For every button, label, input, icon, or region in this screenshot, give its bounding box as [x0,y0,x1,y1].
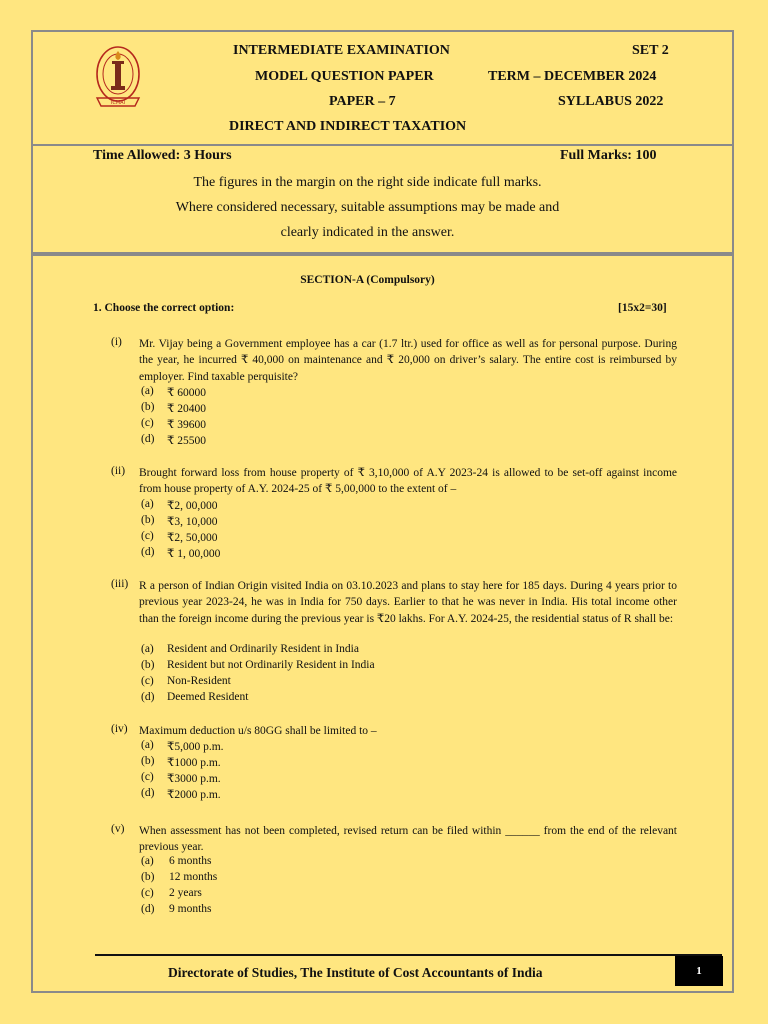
option-text: ₹1000 p.m. [167,757,221,769]
option-label: (c) [141,530,154,542]
option-text: Resident but not Ordinarily Resident in India [167,659,375,671]
option-label: (c) [141,675,154,687]
institute-logo [91,42,145,112]
option-label: (a) [141,498,154,510]
option-label: (a) [141,855,154,867]
option-label: (a) [141,643,154,655]
option-label: (b) [141,871,155,883]
option-text: ₹3, 10,000 [167,516,218,528]
option-label: (d) [141,546,155,558]
option-text: Non-Resident [167,675,231,687]
question-number: (ii) [111,465,126,477]
question-number: (iii) [111,578,129,590]
question-heading: 1. Choose the correct option: [93,302,235,314]
question-number: (i) [111,336,122,348]
page-frame [31,30,734,993]
exam-title: INTERMEDIATE EXAMINATION [233,43,450,58]
syllabus-label: SYLLABUS 2022 [558,94,664,109]
question-text: Mr. Vijay being a Government employee has a car (1.7 ltr.) used for office as well as for personal purpose. During the year, he incurred ₹ 40,000 on maintenance and ₹ 20,000 on driver’s salary. The entire cost is reimbursed by employer. Find taxable perquisite? [139,338,677,383]
question-marks: [15x2=30] [618,302,667,314]
term-label: TERM – DECEMBER 2024 [488,69,657,84]
option-text: Resident and Ordinarily Resident in India [167,643,359,655]
option-text: ₹ 25500 [167,435,206,447]
option-text: 6 months [169,855,212,867]
option-label: (c) [141,771,154,783]
option-text: ₹ 1, 00,000 [167,548,221,560]
question-text: Maximum deduction u/s 80GG shall be limited to – [139,725,377,737]
option-text: ₹2, 00,000 [167,500,218,512]
set-label: SET 2 [632,43,669,58]
option-label: (b) [141,659,155,671]
option-label: (d) [141,433,155,445]
instructions-box [33,144,732,254]
subject-title: DIRECT AND INDIRECT TAXATION [229,119,467,134]
option-label: (a) [141,739,154,751]
option-text: 9 months [169,903,212,915]
question-number: (iv) [111,723,128,735]
option-label: (b) [141,514,155,526]
question-text: R a person of Indian Origin visited India on 03.10.2023 and plans to stay here for 185 days. During 4 years prior to previous year 2023-24, he was in India for 750 days. Earlier to that he was never in India. His total income other than the foreign income during the previous year is ₹20 lakhs. For A.Y. 2024-25, the residential status of R shall be: [139,580,677,625]
header [33,32,732,146]
option-text: ₹5,000 p.m. [167,741,224,753]
instruction-line: Where considered necessary, suitable assumptions may be made and [175,200,560,215]
option-text: ₹ 60000 [167,387,206,399]
option-text: ₹ 20400 [167,403,206,415]
section-title: SECTION-A (Compulsory) [300,274,435,286]
footer-text: Directorate of Studies, The Institute of Cost Accountants of India [168,965,543,980]
option-label: (b) [141,401,155,413]
option-label: (d) [141,787,155,799]
instruction-line: clearly indicated in the answer. [280,225,455,240]
option-text: Deemed Resident [167,691,249,703]
question-text: When assessment has not been completed, revised return can be filed within ______ from the end of the relevant previous year. [139,825,677,854]
option-label: (c) [141,417,154,429]
option-text: ₹2, 50,000 [167,532,218,544]
question-number: (v) [111,823,125,835]
paper-type: MODEL QUESTION PAPER [255,69,434,84]
option-label: (d) [141,691,155,703]
option-label: (a) [141,385,154,397]
full-marks: Full Marks: 100 [560,148,657,163]
option-text: ₹2000 p.m. [167,789,221,801]
instruction-line: The figures in the margin on the right side indicate full marks. [193,175,542,190]
time-allowed: Time Allowed: 3 Hours [93,148,232,163]
option-label: (d) [141,903,155,915]
svg-text:ICMAI: ICMAI [110,100,126,106]
option-text: 2 years [169,887,202,899]
page-number: 1 [675,956,723,986]
option-text: ₹ 39600 [167,419,206,431]
question-text: Brought forward loss from house property of ₹ 3,10,000 of A.Y 2023-24 is allowed to be set-off against income from house property of A.Y. 2024-25 of ₹ 5,00,000 to the extent of – [139,467,677,496]
paper-number: PAPER – 7 [329,94,396,109]
divider [33,254,732,256]
footer-rule [95,954,722,956]
option-text: ₹3000 p.m. [167,773,221,785]
option-label: (b) [141,755,155,767]
option-text: 12 months [169,871,218,883]
option-label: (c) [141,887,154,899]
